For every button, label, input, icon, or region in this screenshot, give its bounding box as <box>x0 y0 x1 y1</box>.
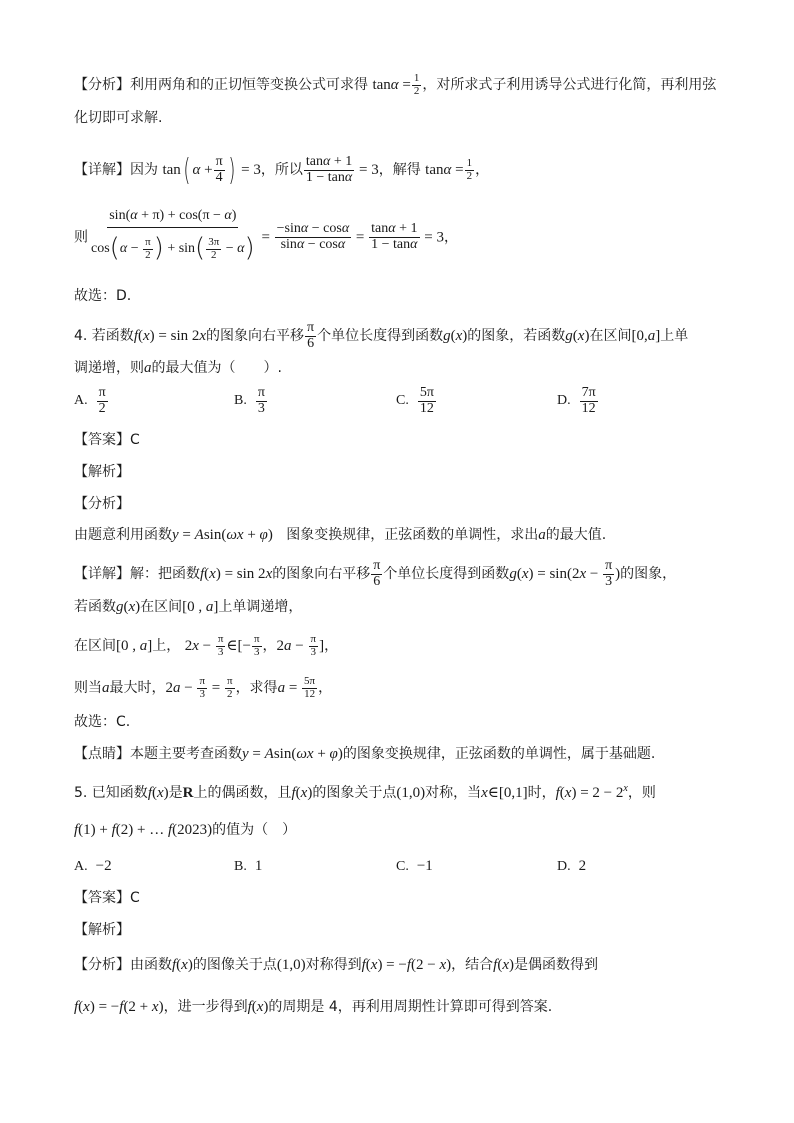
analysis-line-2: 化切即可求解. <box>74 110 163 126</box>
q5-stem-line-2: f(1) + f(2) + … f(2023)的值为（ ） <box>74 822 297 838</box>
q5-option-c: C. −1 <box>396 858 433 874</box>
q4-analysis-text: 由题意利用函数y = Asin(ωx + φ) 图象变换规律，正弦函数的单调性，求出a的最大值. <box>74 527 607 543</box>
q5-analysis-line-2: f(x) = −f(2 + x)，进一步得到f(x)的周期是 4，再利用周期性计算即可得到答案. <box>74 999 553 1015</box>
choose-line: 故选：D. <box>74 288 132 304</box>
q4-stem-line-2: 调递增，则a的最大值为（ ）. <box>74 360 282 376</box>
detail-line-1: 【详解】因为 tan( α + $\frac{\pi}{4}$ ) = 3，所以 $\frac{\tan\alpha + 1}{1 - \tan\alpha}$ = 3，解得 tanα = $\frac{1}{2}$ ， <box>74 152 490 188</box>
q5-stem-line-1: 5. 已知函数f(x)是R上的偶函数，且f(x)的图象关于点(1,0)对称，当x∈[0,1]时，$f(x) = 2 - 2^x$，则 <box>74 783 656 801</box>
math-big-frac: sin(α + π) + cos(π − α) cos(α − $\frac{\pi}{2}$ ) + sin( $\frac{3\pi}{2}$ − α) <box>89 205 257 270</box>
math-frac: $\frac{\tan\alpha + 1}{1 - \tan\alpha}$ <box>305 153 353 185</box>
q5-answer: 【答案】C <box>74 890 140 906</box>
q4-option-c: C. $\frac{5\pi}{12}$ <box>396 385 434 416</box>
q4-stem-line-1: 4. 若函数f(x) = sin 2x的图象向右平移 $\frac{\pi}{6}$ 个单位长度得到函数g(x)的图象，若函数g(x)在区间[0,a]上单 <box>74 319 689 351</box>
q5-analysis-head: 【解析】 <box>74 922 130 938</box>
q4-detail-line-4: 则当a最大时，2a − $\frac{\pi}{3}$ = $\frac{\pi}{2}$ ，求得a = $\frac{5\pi}{12}$ ， <box>74 674 333 700</box>
q5-option-d: D. 2 <box>557 858 587 874</box>
q5-analysis-line-1: 【分析】由函数f(x)的图像关于点(1,0)对称得到f(x) = −f(2 − x)，结合f(x)是偶函数得到 <box>74 957 599 973</box>
q4-choose: 故选：C. <box>74 714 131 730</box>
q4-analysis-head: 【解析】 <box>74 464 130 480</box>
math-expr: tanα = <box>372 77 411 94</box>
q5-option-a: A. −2 <box>74 858 112 874</box>
section-tag: 【分析】 <box>74 77 130 94</box>
q4-analysis-tag: 【分析】 <box>74 496 130 512</box>
detail-line-2: 则 sin(α + π) + cos(π − α) cos(α − $\frac{\pi}{2}$ ) + sin( $\frac{3\pi}{2}$ − α) = $\frac{-\sin\alpha - \cos\alpha}{\sin\alpha - \cos\alpha}$ = $\frac{\tan\alpha + 1}{1 - \tan\alpha}$ = 3， <box>74 205 458 270</box>
analysis-line-1: 【分析】利用两角和的正切恒等变换公式可求得 tanα = $\frac{1}{2}$ ，对所求式子利用诱导公式进行化简，再利用弦 <box>74 72 717 97</box>
q4-option-b: B. $\frac{\pi}{3}$ <box>234 385 265 416</box>
q5-option-b: B. 1 <box>234 858 263 874</box>
q4-option-a: A. $\frac{\pi}{2}$ <box>74 385 106 416</box>
q4-option-d: D. $\frac{7\pi}{12}$ <box>557 385 596 416</box>
q4-comment: 【点睛】本题主要考查函数y = Asin(ωx + φ)的图象变换规律，正弦函数的单调性，属于基础题. <box>74 746 656 762</box>
math-frac: $\frac{1}{2}$ <box>413 72 420 97</box>
q4-detail-line-1: 【详解】解：把函数f(x) = sin 2x的图象向右平移 $\frac{\pi}{6}$ 个单位长度得到函数g(x) = sin(2x − $\frac{\pi}{3}$ )的图象， <box>74 557 677 589</box>
math-expr: tan( α + <box>162 152 213 188</box>
q4-detail-line-3: 在区间[0 , a]上， 2x − $\frac{\pi}{3}$ ∈[− $\frac{\pi}{3}$ ，2a − $\frac{\pi}{3}$ ]， <box>74 632 339 658</box>
q4-answer: 【答案】C <box>74 432 140 448</box>
q4-detail-line-2: 若函数g(x)在区间[0 , a]上单调递增， <box>74 599 303 615</box>
